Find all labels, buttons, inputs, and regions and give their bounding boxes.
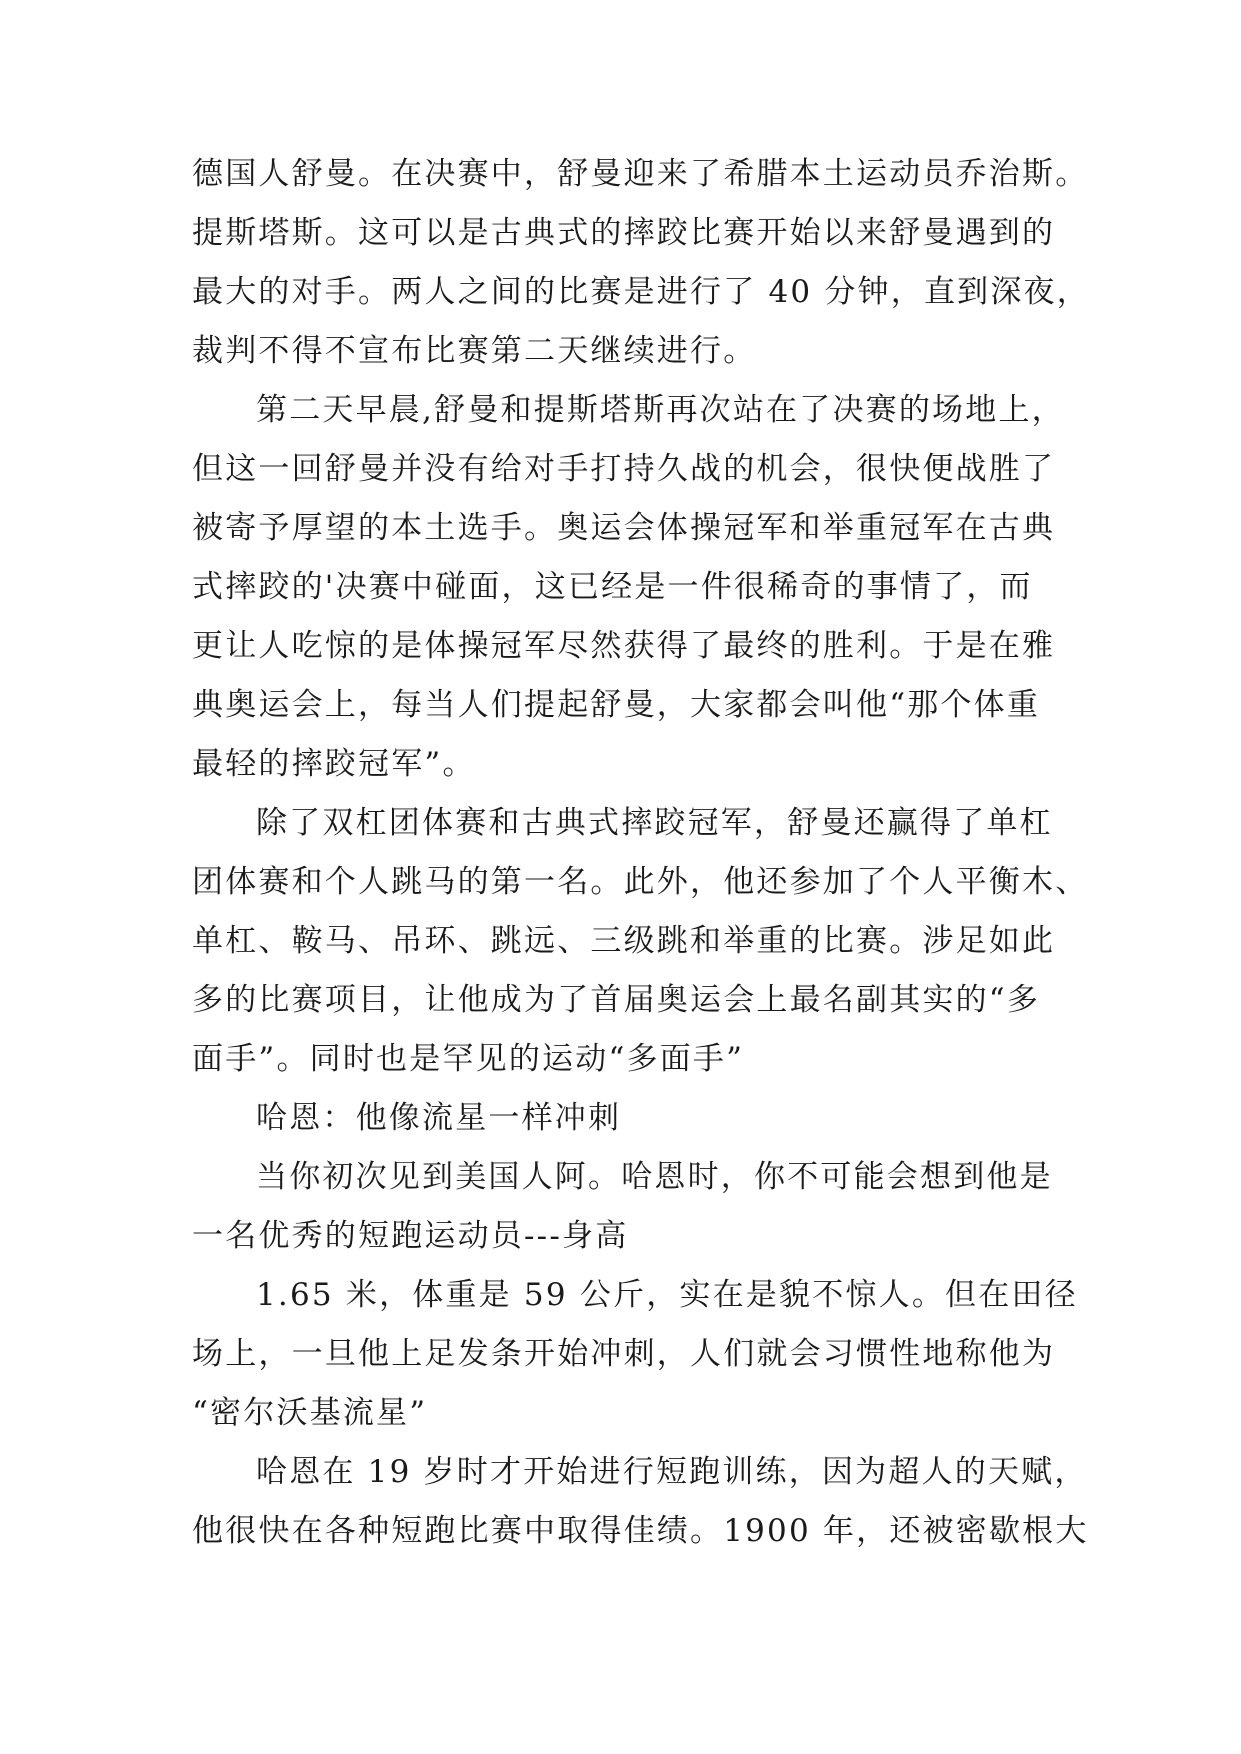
text-line: 最大的对手。两人之间的比赛是进行了 40 分钟，直到深夜，	[192, 274, 1090, 310]
paragraph-first-line: 当你初次见到美国人阿。哈恩时，你不可能会想到他是	[256, 1159, 1053, 1195]
text-line: 更让人吃惊的是体操冠军尽然获得了最终的胜利。于是在雅	[192, 628, 1056, 664]
paragraph-first-line: 除了双杠团体赛和古典式摔跤冠军，舒曼还赢得了单杠	[256, 805, 1053, 841]
paragraph-first-line: 1.65 米，体重是 59 公斤，实在是貌不惊人。但在田径	[256, 1277, 1078, 1313]
text-line: 面手”。同时也是罕见的运动“多面手”	[192, 1041, 745, 1077]
text-line: 式摔跤的'决赛中碰面，这已经是一件很稀奇的事情了，而	[192, 569, 1033, 605]
text-line: 提斯塔斯。这可以是古典式的摔跤比赛开始以来舒曼遇到的	[192, 215, 1056, 251]
text-line: 多的比赛项目，让他成为了首届奥运会上最名副其实的“多	[192, 982, 1041, 1018]
paragraph-first-line: 哈恩在 19 岁时才开始进行短跑训练，因为超人的天赋，	[256, 1454, 1088, 1490]
text-line: 被寄予厚望的本土选手。奥运会体操冠军和举重冠军在古典	[192, 510, 1056, 546]
text-line: 但这一回舒曼并没有给对手打持久战的机会，很快便战胜了	[192, 451, 1056, 487]
text-line: 单杠、鞍马、吊环、跳远、三级跳和举重的比赛。涉足如此	[192, 923, 1056, 959]
text-line: 团体赛和个人跳马的第一名。此外，他还参加了个人平衡木、	[192, 864, 1089, 900]
text-line: 最轻的摔跤冠军”。	[192, 746, 476, 782]
text-line: 典奥运会上，每当人们提起舒曼，大家都会叫他“那个体重	[192, 687, 1041, 723]
text-line: 一名优秀的短跑运动员---身高	[192, 1218, 629, 1254]
text-line: “密尔沃基流星”	[192, 1395, 428, 1431]
section-heading: 哈恩：他像流星一样冲刺	[256, 1100, 622, 1136]
text-line: 他很快在各种短跑比赛中取得佳绩。1900 年，还被密歇根大	[192, 1513, 1089, 1549]
text-line: 裁判不得不宣布比赛第二天继续进行。	[192, 333, 757, 369]
text-line: 德国人舒曼。在决赛中，舒曼迎来了希腊本土运动员乔治斯。	[192, 156, 1089, 192]
paragraph-first-line: 第二天早晨,舒曼和提斯塔斯再次站在了决赛的场地上，	[256, 392, 1065, 428]
text-line: 场上，一旦他上足发条开始冲刺，人们就会习惯性地称他为	[192, 1336, 1056, 1372]
